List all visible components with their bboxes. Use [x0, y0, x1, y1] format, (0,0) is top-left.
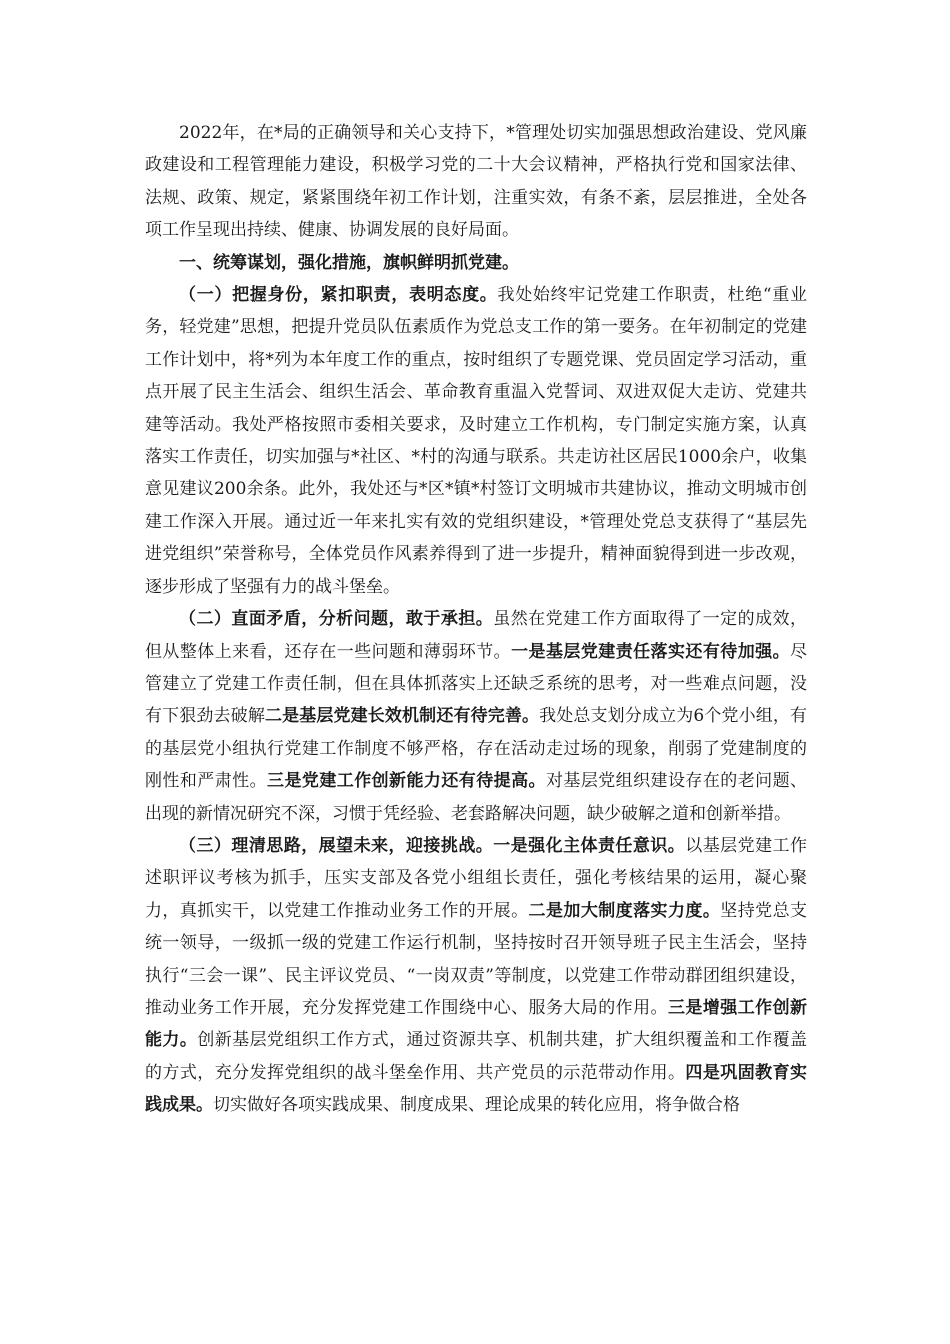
subsection-2-point-1: 一是基层党建责任落实还有待加强。 [511, 641, 791, 662]
subsection-3-text-2: 坚持党总支统一领导，一级抓一级的党建工作运行机制，坚持按时召开领导班子民主生活会，坚持执行“三会一课”、民主评议党员、“一岗双责”等制度，以党建工作带动群团组织建设，推动业务工作开展，充分发挥党建工作围绕中心、服务大局的作用。 [145, 900, 808, 1018]
subsection-2-text-2: 尽管建立了党建工作责任制，但在具体抓落实上还缺乏系统的思考，对一些难点问题，没有下狠劲去破解 [145, 641, 808, 727]
subsection-2-point-3: 三是党建工作创新能力还有待提高。 [267, 771, 546, 792]
subsection-1-paragraph [145, 279, 807, 603]
subsection-3-text-4: 切实做好各项实践成果、制度成果、理论成果的转化应用，将争做合格 [213, 1095, 740, 1116]
subsection-2-text-3: 我处总支划分成立为6个党小组，有的基层党小组执行党建工作制度不够严格，存在活动走过场的现象，削弱了党建制度的刚性和严肃性。 [145, 706, 807, 792]
subsection-3-text-1: 以基层党建工作述职评议考核为抓手，压实支部及各党小组组长责任，强化考核结果的运用，凝心聚力，真抓实干，以党建工作推动业务工作的开展。 [145, 835, 808, 921]
subsection-2-point-2: 二是基层党建长效机制还有待完善。 [264, 706, 540, 727]
intro-paragraph: 2022年，在*局的正确领导和关心支持下，*管理处切实加强思想政治建设、党风廉政建设和工程管理能力建设，积极学习党的二十大会议精神，严格执行党和国家法律、法规、政策、规定，紧紧围绕年初工作计划，注重实效，有条不紊，层层推进，全处各项工作呈现出持续、健康、协调发展的良好局面。 [145, 123, 807, 241]
document-body [145, 117, 807, 1122]
subsection-3-title: （三）理清思路，展望未来，迎接挑战。 [179, 835, 494, 856]
subsection-2-paragraph [145, 603, 807, 830]
subsection-3-text-3: 创新基层党组织工作方式，通过资源共享、机制共建，扩大组织覆盖和工作覆盖的方式，充分发挥党组织的战斗堡垒作用、共产党员的示范带动作用。 [145, 1030, 808, 1083]
subsection-3-point-4: 四是巩固教育实践成果。 [145, 1062, 808, 1116]
subsection-2-text-4: 对基层党组织建设存在的老问题、出现的新情况研究不深，习惯于凭经验、老套路解决问题，缺少破解之道和创新举措。 [145, 771, 808, 824]
subsection-3-point-3: 三是增强工作创新能力。 [145, 997, 808, 1051]
subsection-2-text-1: 虽然在党建工作方面取得了一定的成效，但从整体上来看，还存在一些问题和薄弱环节。 [145, 609, 808, 662]
subsection-3-point-2: 二是加大制度落实力度。 [528, 900, 721, 921]
subsection-1-title: （一）把握身份，紧扣职责，表明态度。 [179, 285, 498, 306]
subsection-3-point-1: 一是强化主体责任意识。 [493, 835, 686, 856]
section-1-heading: 一、统筹谋划，强化措施，旗帜鲜明抓党建。 [179, 252, 519, 273]
subsection-3-paragraph [145, 830, 807, 1122]
subsection-2-title: （二）直面矛盾，分析问题，敢于承担。 [179, 609, 494, 630]
subsection-1-text: 我处始终牢记党建工作职责，杜绝“重业务，轻党建”思想，把提升党员队伍素质作为党总支工作的第一要务。在年初制定的党建工作计划中，将*列为本年度工作的重点，按时组织了专题党课、党员固定学习活动，重点开展了民主生活会、组织生活会、革命教育重温入党誓词、双进双促大走访、党建共建等活动。我处严格按照市委相关要求，及时建立工作机构，专门制定实施方案，认真落实工作责任，切实加强与*社区、*村的沟通与联系。共走访社区居民1000余户，收集意见建议200余条。此外，我处还与*区*镇*村签订文明城市共建协议，推动文明城市创建工作深入开展。通过近一年来扎实有效的党组织建设，*管理处党总支获得了“基层先进党组织”荣誉称号，全体党员作风素养得到了进一步提升，精神面貌得到进一步改观，逐步形成了坚强有力的战斗堡垒。 [145, 285, 807, 597]
